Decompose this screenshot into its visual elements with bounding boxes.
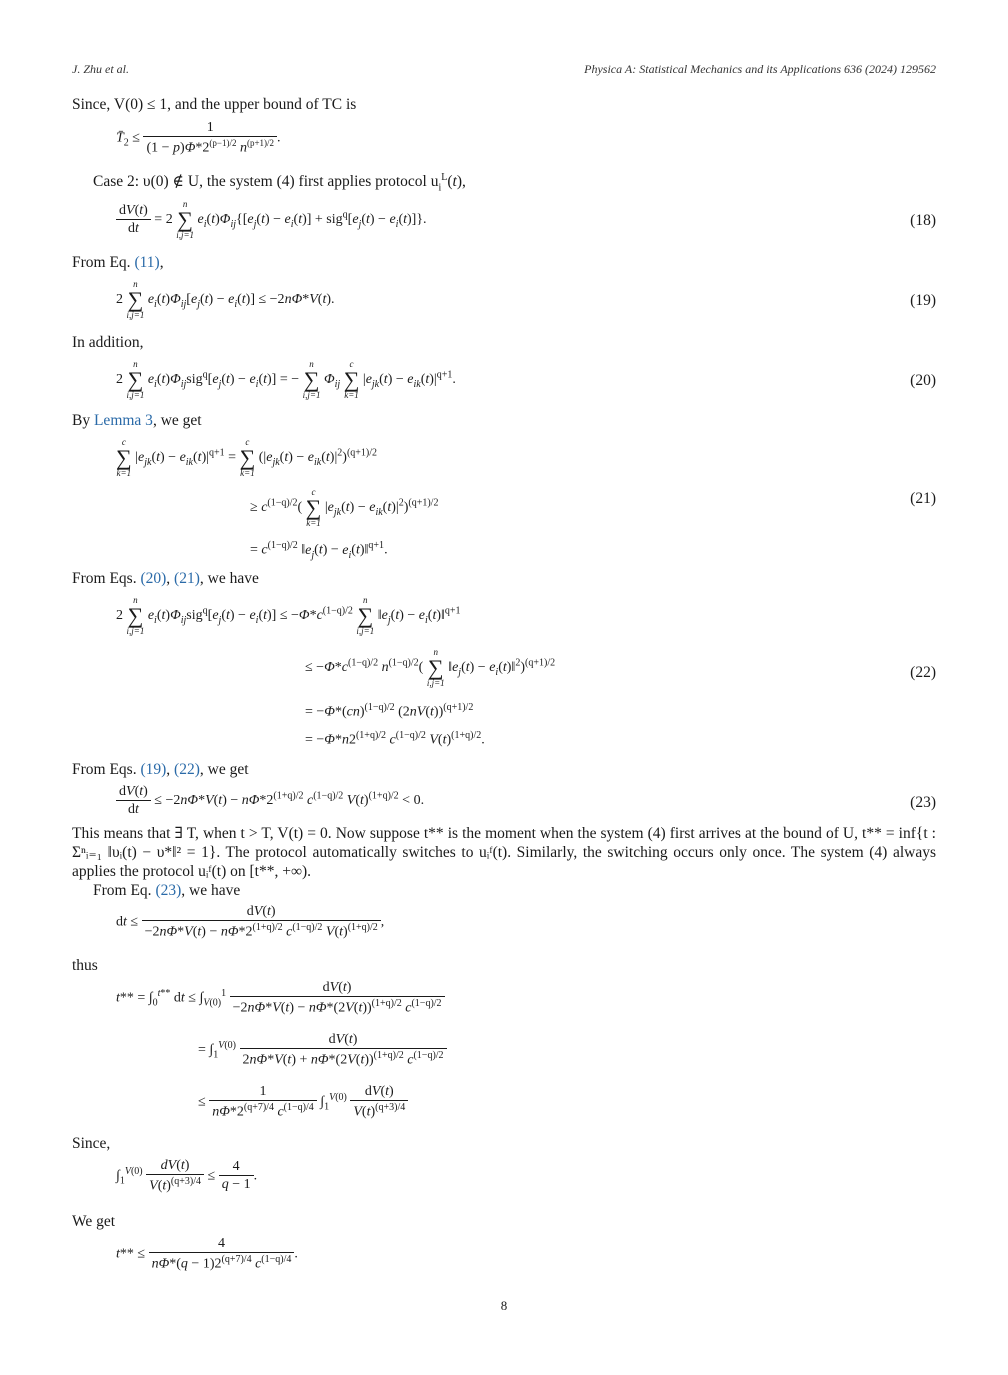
equation-20: 2 n ∑ i,j=1 $e_i(t)\Phi_{ij}sig^q[e_j(t) - e_i(t)]$ = − n ∑ i,j=1 $\Phi_{ij}$ c ∑ k=1 $|e_{jk}(t) - e_{ik}(t)|^{q+1}$. bbox=[116, 359, 456, 400]
paragraph-we-get: We get bbox=[72, 1213, 116, 1230]
equation-number-23: (23) bbox=[910, 794, 936, 811]
equation-22-line1: 2 n ∑ i,j=1 $e_i(t)\Phi_{ij}sig^q[e_j(t) - e_i(t)] \le -\Phi*c^{(1-q)/2}$ n ∑ i,j=1 $‖e_j(t)$ − $e_i(t)‖^{q+1}$ bbox=[116, 595, 461, 636]
paragraph-from-eq23: From Eq. (23), we have bbox=[93, 882, 241, 899]
equation-number-20: (20) bbox=[910, 372, 936, 389]
paragraph-from-eq11: From Eq. (11), bbox=[72, 254, 164, 271]
paragraph-by-lemma3: By Lemma 3, we get bbox=[72, 412, 202, 429]
equation-integral-bound: $\int_1^{V(0)}$ $\frac{dV(t)}{V(t)^{(q+3)/4}}$ ≤ $\frac{4}{q - 1}$ . bbox=[116, 1158, 258, 1194]
paragraph-this-means: This means that ∃ T, when t > T, V(t) = 0. Now suppose t** is the moment when the system (4) first arrives at the bound of U, t** = inf{t : Σⁿᵢ₌₁ ‖υᵢ(t) − υ*‖² = 1}. The protocol automatically switches to uᵢᶠ(t). Similarly, the switching occurs only once. The system (4) always applies the protocol uᵢᶠ(t) on [t**, +∞). bbox=[72, 825, 936, 880]
equation-t-star-line1: $t** = \int_0^{t**}$ dt ≤ $\int_{V(0)}^1$ $\frac{dV(t)}{-2n\Phi*V(t) - n\Phi*(2V(t))^{(1+q)/2} c^{(1-q)/2}}$ bbox=[116, 980, 445, 1017]
paragraph-from-eqs-20-21: From Eqs. (20), (21), we have bbox=[72, 570, 259, 587]
equation-number-18: (18) bbox=[910, 212, 936, 229]
equation-19: 2 n ∑ i,j=1 $e_i(t)\Phi_{ij}[e_j(t) - e_i(t)] \le -2n\Phi*V(t)$. bbox=[116, 279, 335, 320]
equation-number-19: (19) bbox=[910, 292, 936, 309]
equation-21-line3: = $c^{(1-q)/2}$ $‖e_j(t)$ − $e_i(t)‖^{q+1}$. bbox=[250, 540, 388, 561]
paragraph-case2: Case 2: υ(0) ∉ U, the system (4) first applies protocol $u_i^L(t)$, bbox=[93, 172, 466, 194]
equation-t-star-line3: ≤ $\frac{1}{n\Phi*2^{(q+7)/4} c^{(1-q)/4}}$ $\int_1^{V(0)}$ $\frac{dV(t)}{V(t)^{(q+3)/4}}$ bbox=[198, 1084, 408, 1121]
equation-t2-bound: $T̄_2$ ≤ $\frac{1}{(1 - p)\Phi*2^{(p-1)/2} n^{(p+1)/2}}$ . bbox=[116, 120, 281, 156]
equation-23: $\frac{dV(t)}{dt}$ ≤ $-2n\Phi*V(t) - n\Phi*2^{(1+q)/2}$ $c^{(1-q)/2}$ $V(t)^{(1+q)/2} < 0$. bbox=[116, 784, 424, 818]
running-header-authors: J. Zhu et al. bbox=[72, 62, 129, 76]
paragraph-in-addition: In addition, bbox=[72, 334, 144, 351]
equation-dt-bound: dt ≤ $\frac{dV(t)}{-2n\Phi*V(t) - n\Phi*2^{(1+q)/2} c^{(1-q)/2} V(t)^{(1+q)/2}}$ , bbox=[116, 904, 385, 940]
running-header-journal: Physica A: Statistical Mechanics and its Applications 636 (2024) 129562 bbox=[584, 62, 936, 76]
equation-22-line2: ≤ $-\Phi*c^{(1-q)/2}$ $n^{(1-q)/2}$( n ∑ i,j=1 $‖e_j(t)$ − $e_i(t)‖^2)^{(q+1)/2}$ bbox=[305, 647, 556, 688]
equation-number-22: (22) bbox=[910, 664, 936, 681]
paragraph-from-eqs-19-22: From Eqs. (19), (22), we get bbox=[72, 761, 249, 778]
paragraph-thus: thus bbox=[72, 957, 98, 974]
paragraph-since-v0: Since, V(0) ≤ 1, and the upper bound of TC is bbox=[72, 96, 357, 113]
equation-21-line1: c ∑ k=1 $|e_{jk}(t) - e_{ik}(t)|^{q+1}$ = c ∑ k=1 $(|e_{jk}(t) - e_{ik}(t)|^2)^{(q+1)/2}$ bbox=[116, 437, 378, 478]
equation-21-line2: ≥ $c^{(1-q)/2}$( c ∑ k=1 $|e_{jk}(t) - e_{ik}(t)|^2)^{(q+1)/2}$ bbox=[250, 487, 439, 528]
page-number: 8 bbox=[500, 1298, 508, 1313]
case2-text: Case 2: υ(0) ∉ U, the system (4) first applies protocol u bbox=[93, 173, 439, 191]
equation-number-21: (21) bbox=[910, 490, 936, 507]
equation-18: $\frac{dV(t)}{dt}$ = 2 n ∑ i,j=1 $e_i(t)\Phi_{ij}\{[e_j(t) - e_i(t)] + sig^q[e_j(t) - e_i(t)]\}$. bbox=[116, 200, 427, 240]
equation-t-star-final: t** ≤ $\frac{4}{n\Phi*(q - 1)2^{(q+7)/4} c^{(1-q)/4}}$ . bbox=[116, 1236, 298, 1272]
paragraph-since: Since, bbox=[72, 1135, 111, 1152]
equation-22-line4: = $-\Phi*n2^{(1+q)/2}$ $c^{(1-q)/2}$ $V(t)^{(1+q)/2}$. bbox=[305, 730, 485, 748]
equation-22-line3: = −Φ*(cn)$^{(1-q)/2}$ $(2nV(t))^{(q+1)/2}$ bbox=[305, 702, 474, 720]
equation-t-star-line2: = $\int_1^{V(0)}$ $\frac{dV(t)}{2n\Phi*V(t) + n\Phi*(2V(t))^{(1+q)/2} c^{(1-q)/2}}$ bbox=[198, 1032, 447, 1069]
